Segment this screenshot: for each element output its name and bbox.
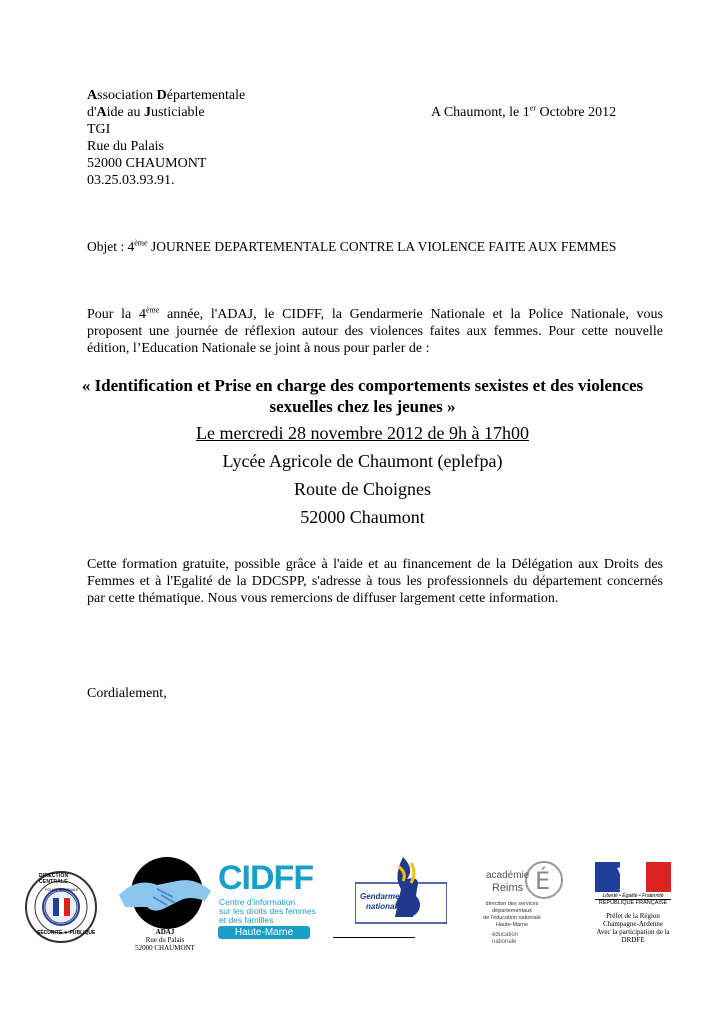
- academie-label: académie: [486, 870, 530, 881]
- event-city: 52000 Chaumont: [300, 507, 425, 527]
- cidff-logo: [218, 859, 318, 942]
- sender-tgi: TGI: [87, 122, 111, 137]
- theme-line1: « Identification et Prise en charge des comportements sexistes et des violences: [81, 376, 644, 395]
- cidff-wordmark: CIDFF: [218, 859, 314, 897]
- intro-line2: proposent une journée de réflexion autour des violences faites aux femmes. Pour cette nouvelle: [87, 324, 663, 339]
- e-emblem-icon: [524, 856, 564, 900]
- marianne-flag-icon: [595, 862, 671, 892]
- drdfe-line: DRDFE: [621, 936, 645, 944]
- police-bottom-text: SÉCURITÉ ★ PUBLIQUE: [37, 930, 96, 936]
- intro-line3: édition, l’Education Nationale se joint à nous pour parler de :: [87, 341, 430, 356]
- adaj-street: Rue du Palais: [145, 936, 185, 944]
- salutation: Cordialement,: [87, 686, 167, 701]
- academie-desc2: départementaux: [492, 908, 532, 914]
- letter-date: A Chaumont, le 1er Octobre 2012: [431, 103, 617, 120]
- academie-bottom2: nationale: [492, 939, 517, 945]
- republique-logo: [585, 862, 681, 952]
- academie-bottom1: éducation: [492, 932, 519, 938]
- academie-desc3: de l'éducation nationale: [483, 915, 541, 921]
- event-road: Route de Choignes: [294, 479, 431, 499]
- sender-phone: 03.25.03.93.91.: [87, 173, 175, 188]
- cidff-line2: sur les droits des femmes: [219, 906, 316, 916]
- republique-name: RÉPUBLIQUE FRANÇAISE: [595, 899, 671, 906]
- sender-name-line1: Association Départementale: [87, 88, 246, 103]
- adaj-name: ADAJ: [155, 928, 175, 936]
- closing-paragraph: [87, 556, 663, 607]
- sender-city: 52000 CHAUMONT: [87, 156, 207, 171]
- letter-subject: Objet : 4ème JOURNEE DEPARTEMENTALE CONTRE LA VIOLENCE FAITE AUX FEMMES: [87, 238, 617, 254]
- academie-desc1: direction des services: [485, 901, 539, 907]
- police-inner-text: POLICE NATIONALE: [45, 888, 79, 892]
- sender-street: Rue du Palais: [87, 139, 164, 154]
- participation-line: Avec la participation de la: [596, 928, 670, 936]
- event-place: Lycée Agricole de Chaumont (eplefpa): [222, 451, 503, 471]
- gendarmerie-line2: nationale: [366, 902, 402, 911]
- svg-text:É: É: [535, 867, 551, 895]
- cidff-line1: Centre d'information: [219, 897, 296, 907]
- closing-line1: Cette formation gratuite, possible grâce à l'aide et au financement de la Délégation aux Droits des: [87, 557, 663, 572]
- gendarmerie-logo: [355, 855, 447, 941]
- handshake-icon: [117, 855, 213, 931]
- police-nationale-logo: [24, 870, 98, 944]
- police-top-text: DIRECTION CENTRALE: [39, 873, 69, 885]
- intro-paragraph: [87, 306, 663, 357]
- academie-desc4: Haute-Marne: [495, 922, 529, 928]
- adaj-logo: [117, 855, 213, 955]
- theme-line2: sexuelles chez les jeunes »: [269, 397, 456, 416]
- gendarmerie-line1: Gendarmerie: [360, 892, 410, 901]
- republique-motto: Liberté • Égalité • Fraternité: [602, 893, 664, 899]
- adaj-city: 52000 CHAUMONT: [135, 944, 195, 952]
- intro-line1: Pour la 4ème année, l'ADAJ, le CIDFF, la Gendarmerie Nationale et la Police Nationale, vous: [87, 305, 663, 322]
- cidff-line3: et des familles: [219, 915, 274, 925]
- sender-name-line2: d'Aide au Justiciable: [87, 105, 205, 120]
- closing-line3: par cette thématique. Nous vous remercions de diffuser largement cette information.: [87, 591, 559, 606]
- prefet-line2: Champagne-Ardenne: [603, 920, 663, 928]
- closing-line2: Femmes et à l'Egalité de la DDCSPP, s'adresse à tous les professionnels du département concernés: [87, 574, 663, 589]
- prefet-line1: Préfet de la Région: [606, 912, 660, 920]
- academie-city: Reims: [492, 882, 524, 894]
- divider-line: [333, 937, 415, 938]
- event-date: Le mercredi 28 novembre 2012 de 9h à 17h00: [196, 423, 529, 443]
- cidff-region-badge: Haute-Marne: [218, 926, 310, 939]
- academie-reims-logo: [466, 856, 566, 956]
